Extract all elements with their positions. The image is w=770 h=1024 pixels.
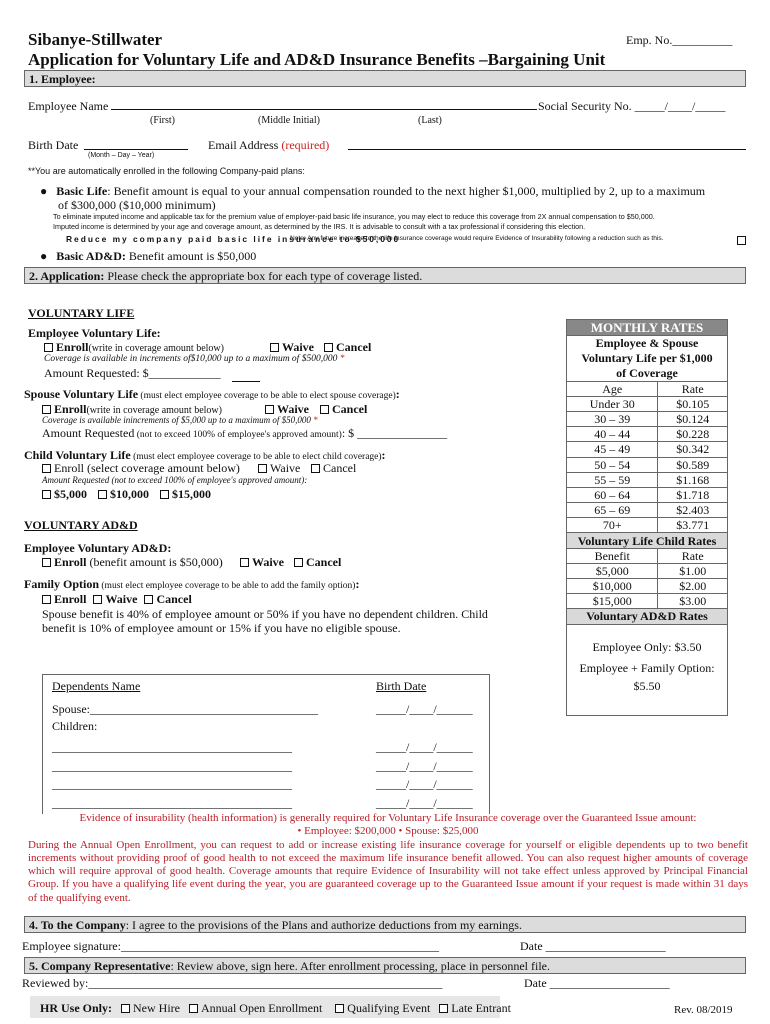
spouse-name-field[interactable]: Spouse:______________________________________ bbox=[52, 702, 319, 716]
basic-life-label: Basic Life bbox=[56, 184, 108, 198]
basic-add-label: Basic AD&D: bbox=[56, 249, 126, 263]
birth-date-label: Birth Date bbox=[28, 138, 79, 152]
rate-age: Under 30 bbox=[567, 396, 658, 411]
rates-sub2: Voluntary Life per $1,000 bbox=[567, 351, 728, 366]
imputed-text-2: Imputed income is determined by your age and coverage amount, as determined by the IRS. It is advisable to consult with a tax professional if considering this election. bbox=[53, 222, 586, 231]
hr-option-qualifying: Qualifying Event bbox=[347, 1001, 431, 1015]
rates-sub1: Employee & Spouse bbox=[567, 336, 728, 351]
emp-life-enroll-label: Enroll bbox=[56, 340, 89, 354]
rate-value: $1.718 bbox=[658, 487, 728, 502]
child-amount-note: Amount Requested (not to exceed 100% of employee's approved amount): bbox=[42, 475, 308, 485]
add-enroll-label: Enroll bbox=[54, 555, 87, 569]
table-row bbox=[567, 563, 728, 578]
name-last-hint: (Last) bbox=[418, 115, 442, 126]
family-waive-label: Waive bbox=[105, 592, 138, 606]
hr-option-new-hire: New Hire bbox=[133, 1001, 180, 1015]
table-row bbox=[567, 518, 728, 533]
spouse-benefit-text-2: benefit is 10% of employee amount or 15% if you have no eligible spouse. bbox=[42, 621, 401, 635]
reduce-note: Note: Any future increase to the life insurance coverage would require Evidence of Insurability following a reduction such as this. bbox=[290, 235, 664, 242]
family-enroll-checkbox[interactable] bbox=[42, 595, 51, 604]
hr-option-late: Late Entrant bbox=[451, 1001, 511, 1015]
asterisk-icon: * bbox=[313, 415, 318, 425]
name-middle-hint: (Middle Initial) bbox=[258, 115, 320, 126]
employee-signature-field[interactable]: Employee signature:_____________________________________________________ bbox=[22, 939, 439, 953]
employee-name-field[interactable] bbox=[111, 96, 537, 110]
rate-value: $0.124 bbox=[658, 411, 728, 426]
table-row bbox=[567, 579, 728, 594]
child-enroll-label: Enroll (select coverage amount below) bbox=[54, 461, 240, 475]
child-waive-checkbox[interactable] bbox=[258, 464, 267, 473]
evidence-text-1: Evidence of insurability (health information) is generally required for Voluntary Life Insurance coverage over the Guaranteed Issue amount: bbox=[79, 812, 697, 824]
rate-age: 40 – 44 bbox=[567, 427, 658, 442]
rate-age: 50 – 54 bbox=[567, 457, 658, 472]
add-waive-label: Waive bbox=[252, 555, 284, 569]
employee-voluntary-add-label: Employee Voluntary AD&D: bbox=[24, 541, 172, 555]
child-rate: $3.00 bbox=[658, 594, 728, 609]
child-birth-field[interactable]: _____/____/______ bbox=[376, 777, 473, 791]
voluntary-life-header: VOLUNTARY LIFE bbox=[28, 306, 135, 320]
employee-date-field[interactable]: Date ____________________ bbox=[520, 939, 666, 953]
table-row bbox=[567, 594, 728, 609]
emp-life-enroll-checkbox[interactable] bbox=[44, 343, 53, 352]
bullet-icon: ● bbox=[40, 249, 48, 263]
rate-value: $0.105 bbox=[658, 396, 728, 411]
dependents-name-header: Dependents Name bbox=[52, 679, 141, 693]
spouse-waive-label: Waive bbox=[277, 402, 309, 416]
spouse-amount-label: Amount Requested bbox=[42, 426, 135, 440]
emp-amount-requested[interactable]: Amount Requested: $____________ bbox=[44, 366, 221, 380]
spouse-voluntary-life-label: Spouse Voluntary Life bbox=[24, 387, 139, 401]
benefit-col-header: Benefit bbox=[567, 548, 658, 563]
child-cancel-label: Cancel bbox=[323, 461, 357, 475]
rate-age: 65 – 69 bbox=[567, 503, 658, 518]
new-hire-checkbox[interactable] bbox=[121, 1004, 130, 1013]
rate-col-header: Rate bbox=[658, 381, 728, 396]
asterisk-icon: * bbox=[339, 354, 345, 364]
rates-sub3: of Coverage bbox=[567, 366, 728, 381]
emp-life-enroll-hint: (write in coverage amount below) bbox=[88, 343, 224, 354]
family-option-label: Family Option bbox=[24, 577, 100, 591]
annual-enrollment-checkbox[interactable] bbox=[189, 1004, 198, 1013]
company-name: Sibanye-Stillwater bbox=[28, 30, 163, 49]
child-5000-checkbox[interactable] bbox=[42, 490, 51, 499]
spouse-enroll-label: Enroll bbox=[54, 402, 87, 416]
child-benefit: $15,000 bbox=[567, 594, 658, 609]
child-name-field[interactable]: ________________________________________ bbox=[52, 777, 292, 791]
voluntary-add-header: VOLUNTARY AD&D bbox=[24, 518, 138, 532]
section-4-label: 4. To the Company bbox=[29, 918, 126, 932]
employee-name-label: Employee Name bbox=[28, 99, 109, 113]
add-waive-checkbox[interactable] bbox=[240, 558, 249, 567]
rate-age: 55 – 59 bbox=[567, 472, 658, 487]
hr-use-label: HR Use Only: bbox=[40, 1001, 112, 1015]
emp-life-waive-label: Waive bbox=[282, 340, 314, 354]
emp-no-field[interactable]: Emp. No.__________ bbox=[626, 33, 733, 47]
add-enroll-checkbox[interactable] bbox=[42, 558, 51, 567]
table-row bbox=[567, 503, 728, 518]
email-field[interactable] bbox=[348, 136, 746, 150]
child-birth-field[interactable]: _____/____/______ bbox=[376, 759, 473, 773]
child-waive-label: Waive bbox=[270, 461, 301, 475]
monthly-rates-table bbox=[566, 319, 728, 716]
spouse-amount-note: (not to exceed 100% of employee's approved amount) bbox=[134, 430, 342, 440]
section-4-text: : I agree to the provisions of the Plans and authorize deductions from my earnings. bbox=[125, 918, 522, 932]
add-rates-header: Voluntary AD&D Rates bbox=[567, 609, 728, 624]
auto-enroll-note: **You are automatically enrolled in the following Company-paid plans: bbox=[28, 166, 305, 176]
rate-value: $0.589 bbox=[658, 457, 728, 472]
basic-life-text: : Benefit amount is equal to your annual compensation rounded to the next higher $1,000, multiplied by 2, up to a maximum bbox=[107, 184, 706, 198]
page-title: Application for Voluntary Life and AD&D Insurance Benefits –Bargaining Unit bbox=[28, 50, 606, 69]
qualifying-event-checkbox[interactable] bbox=[335, 1004, 344, 1013]
spouse-increments-note: Coverage is available inincrements of $5,000 up to a maximum of $50,000 bbox=[42, 415, 311, 425]
family-cancel-label: Cancel bbox=[156, 592, 192, 606]
employee-voluntary-life-label: Employee Voluntary Life: bbox=[28, 326, 161, 340]
child-option-15000: $15,000 bbox=[172, 487, 211, 501]
ssn-field[interactable]: Social Security No. _____/____/_____ bbox=[538, 99, 726, 113]
child-cancel-checkbox[interactable] bbox=[311, 464, 320, 473]
spouse-note: (must elect employee coverage to be able to elect spouse coverage) bbox=[138, 391, 396, 401]
reduce-coverage-option[interactable]: Reduce my company paid basic life insurance to $50,000 bbox=[66, 234, 401, 244]
rate-value: $3.771 bbox=[658, 518, 728, 533]
amount-underline bbox=[232, 372, 260, 382]
add-cancel-label: Cancel bbox=[306, 555, 342, 569]
add-enroll-note: (benefit amount is $50,000) bbox=[86, 555, 223, 569]
rate-age: 45 – 49 bbox=[567, 442, 658, 457]
hr-option-annual: Annual Open Enrollment bbox=[200, 1001, 323, 1015]
rate-value: $1.168 bbox=[658, 472, 728, 487]
family-option-note: (must elect employee coverage to be able to add the family option) bbox=[99, 581, 356, 591]
child-name-field[interactable]: ________________________________________ bbox=[52, 796, 292, 810]
child-birth-field[interactable]: _____/____/______ bbox=[376, 740, 473, 754]
child-rate-col-header: Rate bbox=[658, 548, 728, 563]
child-enroll-checkbox[interactable] bbox=[42, 464, 51, 473]
table-row bbox=[567, 472, 728, 487]
spouse-cancel-checkbox[interactable] bbox=[320, 405, 329, 414]
spouse-amount-field[interactable]: : $ _______________ bbox=[341, 426, 448, 440]
table-row bbox=[567, 457, 728, 472]
rates-header: MONTHLY RATES bbox=[567, 320, 728, 336]
rate-age: 60 – 64 bbox=[567, 487, 658, 502]
age-col-header: Age bbox=[567, 381, 658, 396]
table-row bbox=[567, 487, 728, 502]
basic-life-text2: of $300,000 ($10,000 minimum) bbox=[58, 198, 216, 212]
add-employee-family-label: Employee + Family Option: bbox=[579, 660, 715, 675]
spouse-waive-checkbox[interactable] bbox=[265, 405, 274, 414]
family-enroll-label: Enroll bbox=[54, 592, 87, 606]
section-1-header: 1. Employee: bbox=[24, 70, 746, 87]
birth-date-hint: (Month – Day – Year) bbox=[88, 152, 155, 159]
section-5-text: : Review above, sign here. After enrollment processing, place in personnel file. bbox=[170, 959, 550, 973]
dependents-birth-header: Birth Date bbox=[376, 679, 427, 693]
bullet-icon: ● bbox=[40, 184, 48, 198]
rate-value: $0.342 bbox=[658, 442, 728, 457]
spouse-birth-field[interactable]: _____/____/______ bbox=[376, 702, 473, 716]
child-rate: $1.00 bbox=[658, 563, 728, 578]
spouse-enroll-checkbox[interactable] bbox=[42, 405, 51, 414]
basic-add-text: Benefit amount is $50,000 bbox=[125, 249, 257, 263]
emp-life-waive-checkbox[interactable] bbox=[270, 343, 279, 352]
child-10000-checkbox[interactable] bbox=[98, 490, 107, 499]
table-row bbox=[567, 427, 728, 442]
family-waive-checkbox[interactable] bbox=[93, 595, 102, 604]
child-benefit: $5,000 bbox=[567, 563, 658, 578]
spouse-cancel-label: Cancel bbox=[332, 402, 368, 416]
section-5-label: 5. Company Representative bbox=[29, 959, 171, 973]
child-option-5000: $5,000 bbox=[54, 487, 87, 501]
section-2-text: Please check the appropriate box for each type of coverage listed. bbox=[104, 269, 423, 283]
spouse-benefit-text-1: Spouse benefit is 40% of employee amount or 50% if you have no dependent children. Child bbox=[42, 607, 488, 621]
child-option-10000: $10,000 bbox=[110, 487, 149, 501]
revision-label: Rev. 08/2019 bbox=[674, 1004, 733, 1016]
name-first-hint: (First) bbox=[150, 115, 175, 126]
emp-life-cancel-checkbox[interactable] bbox=[324, 343, 333, 352]
rate-value: $2.403 bbox=[658, 503, 728, 518]
section-2-label: 2. Application: bbox=[29, 269, 105, 283]
table-row bbox=[567, 442, 728, 457]
children-label: Children: bbox=[52, 719, 98, 733]
reviewer-date-field[interactable]: Date ____________________ bbox=[524, 976, 670, 990]
email-label: Email Address bbox=[208, 138, 282, 152]
table-row bbox=[567, 396, 728, 411]
birth-date-field[interactable] bbox=[84, 136, 188, 150]
child-rates-header: Voluntary Life Child Rates bbox=[567, 533, 728, 548]
child-name-field[interactable]: ________________________________________ bbox=[52, 740, 292, 754]
rate-age: 70+ bbox=[567, 518, 658, 533]
child-benefit: $10,000 bbox=[567, 579, 658, 594]
reviewed-by-field[interactable]: Reviewed by:___________________________________________________________ bbox=[22, 976, 443, 990]
evidence-box bbox=[28, 812, 748, 905]
email-required: (required) bbox=[281, 138, 330, 152]
late-entrant-checkbox[interactable] bbox=[439, 1004, 448, 1013]
child-15000-checkbox[interactable] bbox=[160, 490, 169, 499]
spouse-enroll-hint: (write in coverage amount below) bbox=[86, 405, 222, 416]
table-row bbox=[567, 411, 728, 426]
emp-life-cancel-label: Cancel bbox=[336, 340, 372, 354]
evidence-text-3: During the Annual Open Enrollment, you can request to add or increase existing life insurance coverage for yourself or eligible dependents up to two benefit increments without providing proof of good health to not exceed the maximum life insurance benefit allowed. You can also request higher amounts of coverage which will require approval of good health. Coverage amounts that require Evidence of Insurability will not take effect unless approved by Principal Financial Group. If you have a qualifying life event during the year, you are guaranteed coverage up to the Guaranteed Issue amount if your request is made within 31 days of the qualifying event. bbox=[28, 838, 748, 904]
family-cancel-checkbox[interactable] bbox=[144, 595, 153, 604]
reduce-checkbox[interactable] bbox=[737, 236, 746, 245]
add-employee-only-rate: Employee Only: $3.50 bbox=[592, 639, 702, 654]
emp-increments-note: Coverage is available in increments of$10,000 up to a maximum of $500,000 bbox=[44, 354, 338, 364]
add-employee-family-rate: $5.50 bbox=[633, 678, 661, 693]
evidence-text-2: • Employee: $200,000 • Spouse: $25,000 bbox=[297, 825, 479, 838]
child-voluntary-life-label: Child Voluntary Life bbox=[24, 448, 131, 462]
imputed-text-1: To eliminate imputed income and applicable tax for the premium value of employer-paid basic life insurance, you may elect to reduce this coverage from 2X annual compensation to $50,000. bbox=[53, 212, 655, 221]
rate-age: 30 – 39 bbox=[567, 411, 658, 426]
child-name-field[interactable]: ________________________________________ bbox=[52, 759, 292, 773]
add-cancel-checkbox[interactable] bbox=[294, 558, 303, 567]
child-rate: $2.00 bbox=[658, 579, 728, 594]
rate-value: $0.228 bbox=[658, 427, 728, 442]
child-birth-field[interactable]: _____/____/______ bbox=[376, 796, 473, 810]
child-note: (must elect employee coverage to be able to elect child coverage) bbox=[130, 452, 382, 462]
